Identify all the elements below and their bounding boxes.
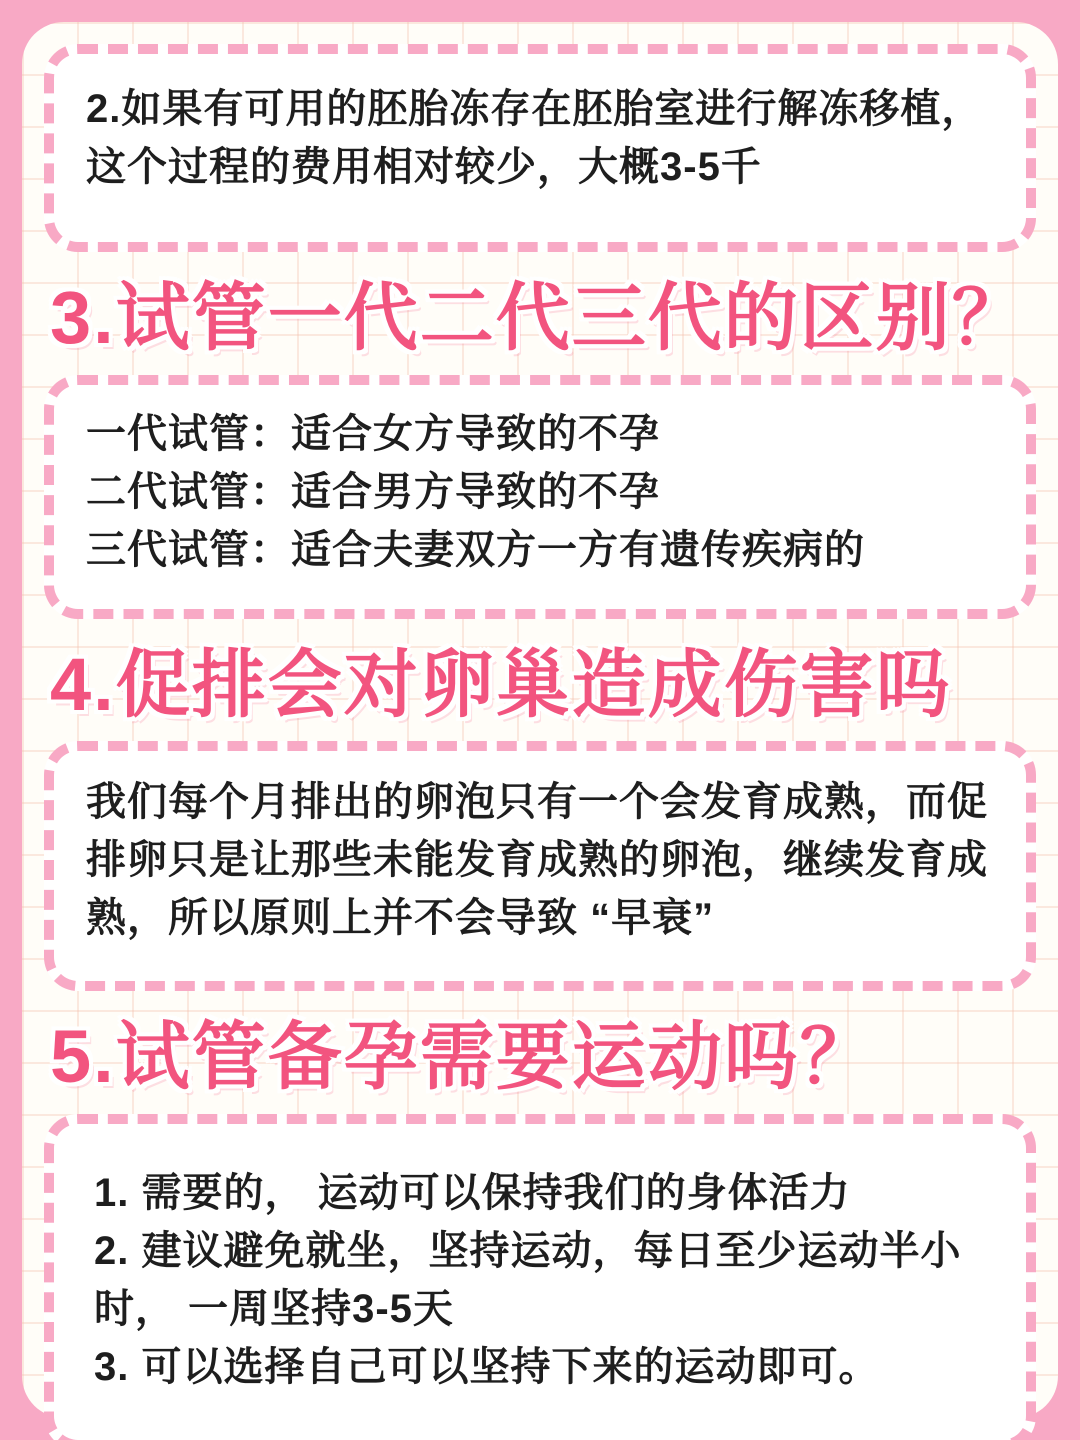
answer-text: 我们每个月排出的卵泡只有一个会发育成熟，而促排卵只是让那些未能发育成熟的卵泡，继续发育成熟，所以原则上并不会导致 “早衰” bbox=[86, 780, 988, 940]
answer-box-generations bbox=[44, 375, 1036, 619]
exercise-point-1: 1. 需要的， 运动可以保持我们的身体活力 bbox=[94, 1170, 851, 1215]
answer-box-exercise bbox=[44, 1114, 1036, 1440]
exercise-point-3: 3. 可以选择自己可以坚持下来的运动即可。 bbox=[94, 1344, 880, 1389]
generation-1-line: 一代试管：适合女方导致的不孕 bbox=[86, 411, 660, 456]
generation-3-line: 三代试管：适合夫妻双方一方有遗传疾病的 bbox=[86, 527, 865, 572]
answer-box-ovary-harm bbox=[44, 741, 1036, 991]
heading-exercise: 5.试管备孕需要运动吗？ bbox=[50, 1015, 876, 1098]
answer-box-embryo-transfer-cost bbox=[44, 44, 1036, 252]
grid-paper-background bbox=[22, 22, 1058, 1418]
heading-generation-difference: 3.试管一代二代三代的区别？ bbox=[50, 276, 1028, 359]
exercise-point-2: 2. 建议避免就坐，坚持运动，每日至少运动半小时， 一周坚持3-5天 bbox=[94, 1228, 962, 1331]
answer-text: 2.如果有可用的胚胎冻存在胚胎室进行解冻移植，这个过程的费用相对较少，大概3-5千 bbox=[86, 87, 983, 189]
heading-ovary-harm: 4.促排会对卵巢造成伤害吗 bbox=[50, 642, 952, 726]
generation-2-line: 二代试管：适合男方导致的不孕 bbox=[86, 469, 660, 514]
